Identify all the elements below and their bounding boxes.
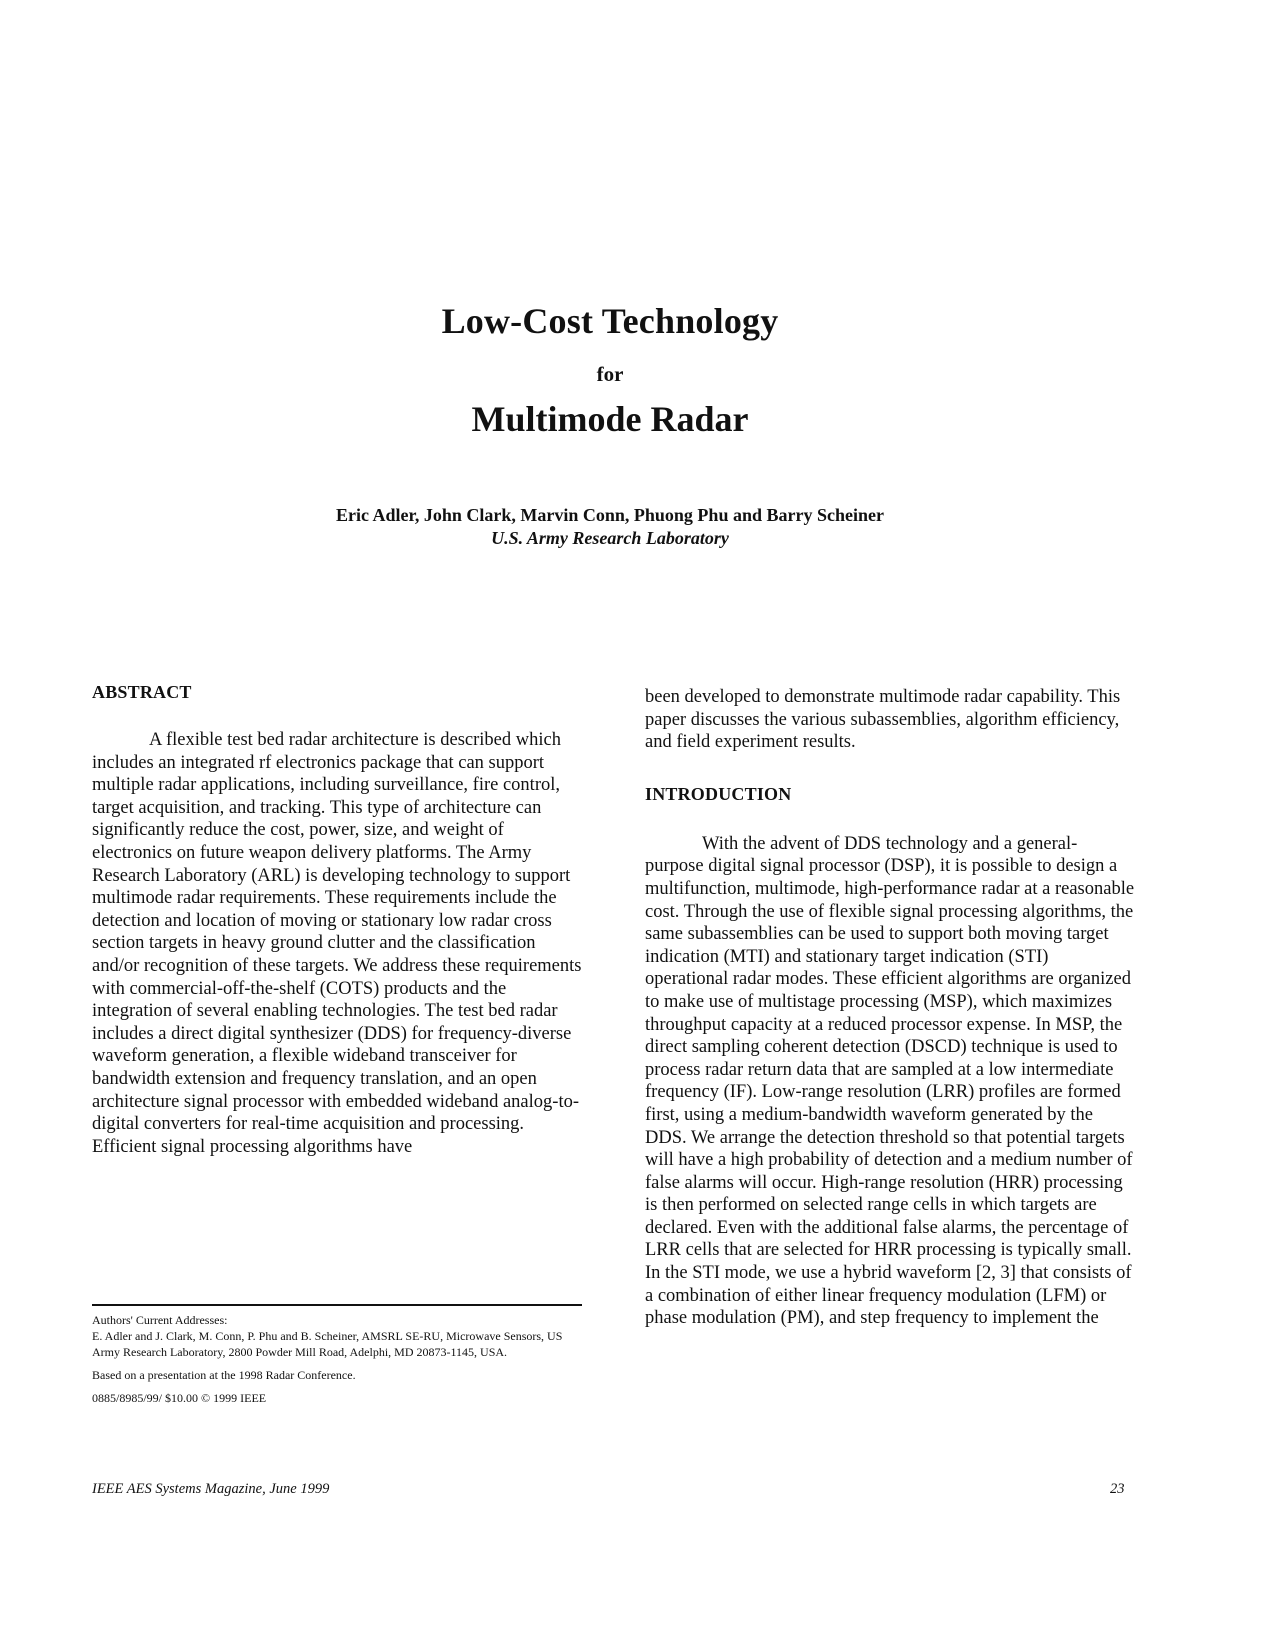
paper-title-line-2: Multimode Radar [471,399,749,439]
author-affiliation: U.S. Army Research Laboratory [491,528,729,548]
footnote-heading: Authors' Current Addresses: [92,1313,228,1327]
introduction-paragraph: With the advent of DDS technology and a general-purpose digital signal processor (DSP), it is possible to design a multifunction, multimode, high-performance radar at a reasonable cost. Through the use of flexible signal processing algorithms, the same subassemblies can be used to support both moving target indication (MTI) and stationary target indication (STI) operational radar modes. These efficient algorithms are organized to make use of multistage processing (MSP), which maximizes throughput capacity at a reduced processor expense. In MSP, the direct sampling coherent detection (DSCD) technique is used to process radar return data that are sampled at a low intermediate frequency (IF). Low-range resolution (LRR) profiles are formed first, using a medium-bandwidth waveform generated by the DDS. We arrange the detection threshold so that potential targets will have a high probability of detection and a medium number of false alarms will occur. High-range resolution (HRR) processing is then performed on selected range cells in which targets are declared. Even with the additional false alarms, the percentage of LRR cells that are selected for HRR processing is typically small. In the STI mode, we use a hybrid waveform [2, 3] that consists of a combination of either linear frequency modulation (LFM) or phase modulation (PM), and step frequency to implement the [645,833,1135,1329]
author-address-footnote [92,1304,582,1406]
left-column [92,682,582,1158]
abstract-continuation: been developed to demonstrate multimode radar capability. This paper discusses the various subassemblies, algorithm efficiency, and field experiment results. [645,687,1121,753]
paper-title-connector: for [596,362,624,386]
author-list: Eric Adler, John Clark, Marvin Conn, Phuong Phu and Barry Scheiner [336,505,884,525]
introduction-heading: INTRODUCTION [645,783,792,804]
page-number: 23 [1110,1481,1125,1497]
paper-title-line-1: Low-Cost Technology [441,301,779,341]
footnote-copyright: 0885/8985/99/ $10.00 © 1999 IEEE [92,1391,267,1405]
journal-footer: IEEE AES Systems Magazine, June 1999 [92,1481,330,1497]
footnote-presentation: Based on a presentation at the 1998 Radar Conference. [92,1368,356,1382]
footnote-address: E. Adler and J. Clark, M. Conn, P. Phu and B. Scheiner, AMSRL SE-RU, Microwave Sensors, US Army Research Laboratory, 2800 Powder Mill Road, Adelphi, MD 20873-1145, USA. [92,1329,563,1359]
abstract-heading: ABSTRACT [92,682,192,702]
right-column [645,686,1135,1330]
abstract-paragraph: A flexible test bed radar architecture is described which includes an integrated rf electronics package that can support multiple radar applications, including surveillance, fire control, target acquisition, and tracking. This type of architecture can significantly reduce the cost, power, size, and weight of electronics on future weapon delivery platforms. The Army Research Laboratory (ARL) is developing technology to support multimode radar requirements. These requirements include the detection and location of moving or stationary low radar cross section targets in heavy ground clutter and the classification and/or recognition of these targets. We address these requirements with commercial-off-the-shelf (COTS) products and the integration of several enabling technologies. The test bed radar includes a direct digital synthesizer (DDS) for frequency-diverse waveform generation, a flexible wideband transceiver for bandwidth extension and frequency translation, and an open architecture signal processor with embedded wideband analog-to-digital converters for real-time acquisition and processing. Efficient signal processing algorithms have [92,730,582,1157]
